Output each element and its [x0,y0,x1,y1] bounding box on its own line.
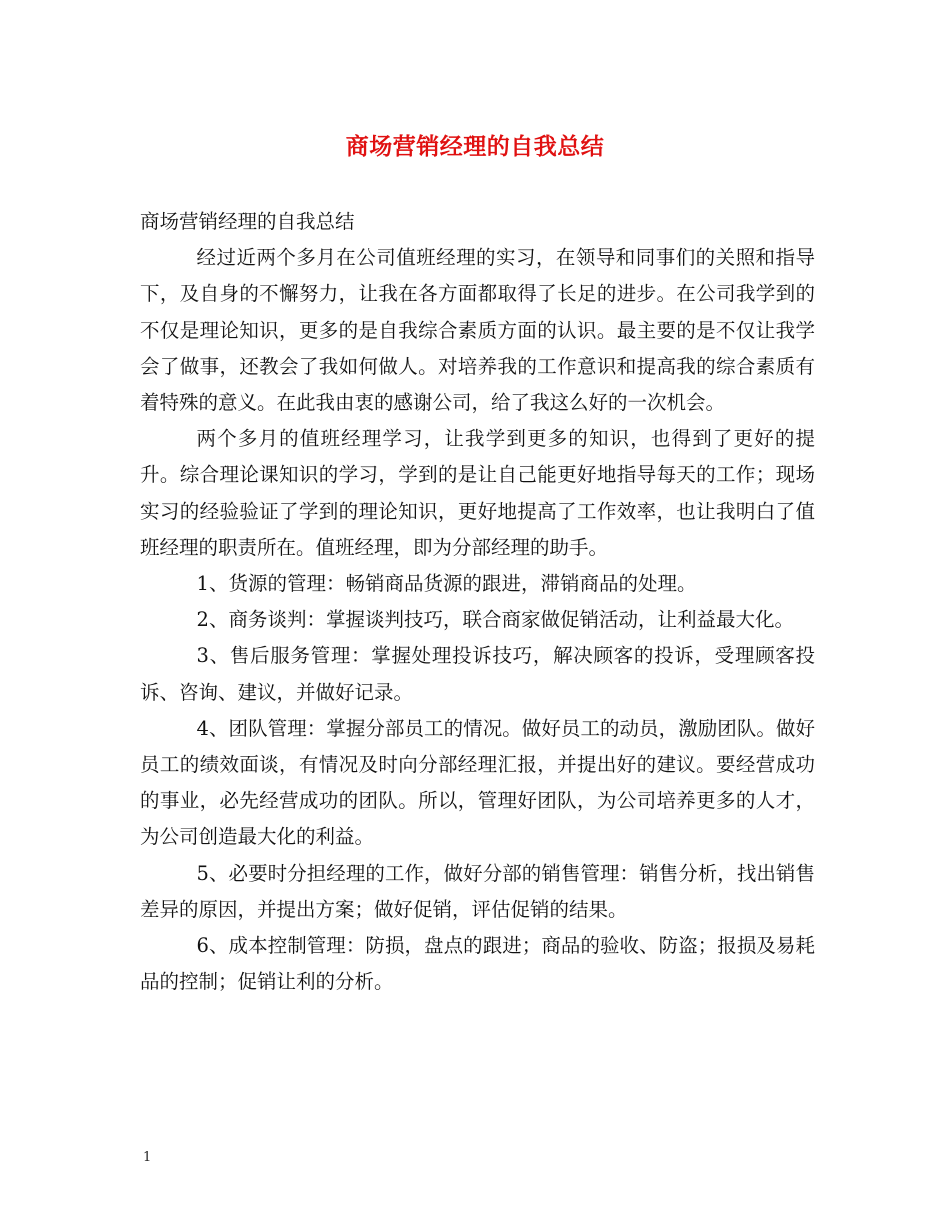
paragraph-intro: 经过近两个多月在公司值班经理的实习，在领导和同事们的关照和指导下，及自身的不懈努力，让我在各方面都取得了长足的进步。在公司我学到的不仅是理论知识，更多的是自我综合素质方面的认识。最主要的是不仅让我学会了做事，还教会了我如何做人。对培养我的工作意识和提高我的综合素质有着特殊的意义。在此我由衷的感谢公司，给了我这么好的一次机会。 [140,246,815,415]
paragraph-learning: 两个多月的值班经理学习，让我学到更多的知识，也得到了更好的提升。综合理论课知识的学习，学到的是让自己能更好地指导每天的工作；现场实习的经验验证了学到的理论知识，更好地提高了工作效率，也让我明白了值班经理的职责所在。值班经理，即为分部经理的助手。 [140,427,815,559]
document-title: 商场营销经理的自我总结 [345,134,605,160]
body-heading: 商场营销经理的自我总结 [140,210,355,233]
document-body [140,204,815,1000]
list-item-negotiation: 2、商务谈判：掌握谈判技巧，联合商家做促销活动，让利益最大化。 [196,608,794,632]
list-item-cost: 6、成本控制管理：防损，盘点的跟进；商品的验收、防盗；报损及易耗品的控制；促销让利的分析。 [140,934,815,994]
page-number: 1 [143,1150,152,1165]
list-item-team: 4、团队管理：掌握分部员工的情况。做好员工的动员，激励团队。做好员工的绩效面谈，有情况及时向分部经理汇报，并提出好的建议。要经营成功的事业，必先经营成功的团队。所以，管理好团队，为公司培养更多的人才，为公司创造最大化的利益。 [140,716,815,849]
list-item-sales: 5、必要时分担经理的工作，做好分部的销售管理：销售分析，找出销售差异的原因，并提出方案；做好促销，评估促销的结果。 [140,861,815,921]
list-item-supply: 1、货源的管理：畅销商品货源的跟进，滞销商品的处理。 [196,572,697,596]
list-item-after-sales: 3、售后服务管理：掌握处理投诉技巧，解决顾客的投诉，受理顾客投诉、咨询、建议，并做好记录。 [140,644,815,704]
